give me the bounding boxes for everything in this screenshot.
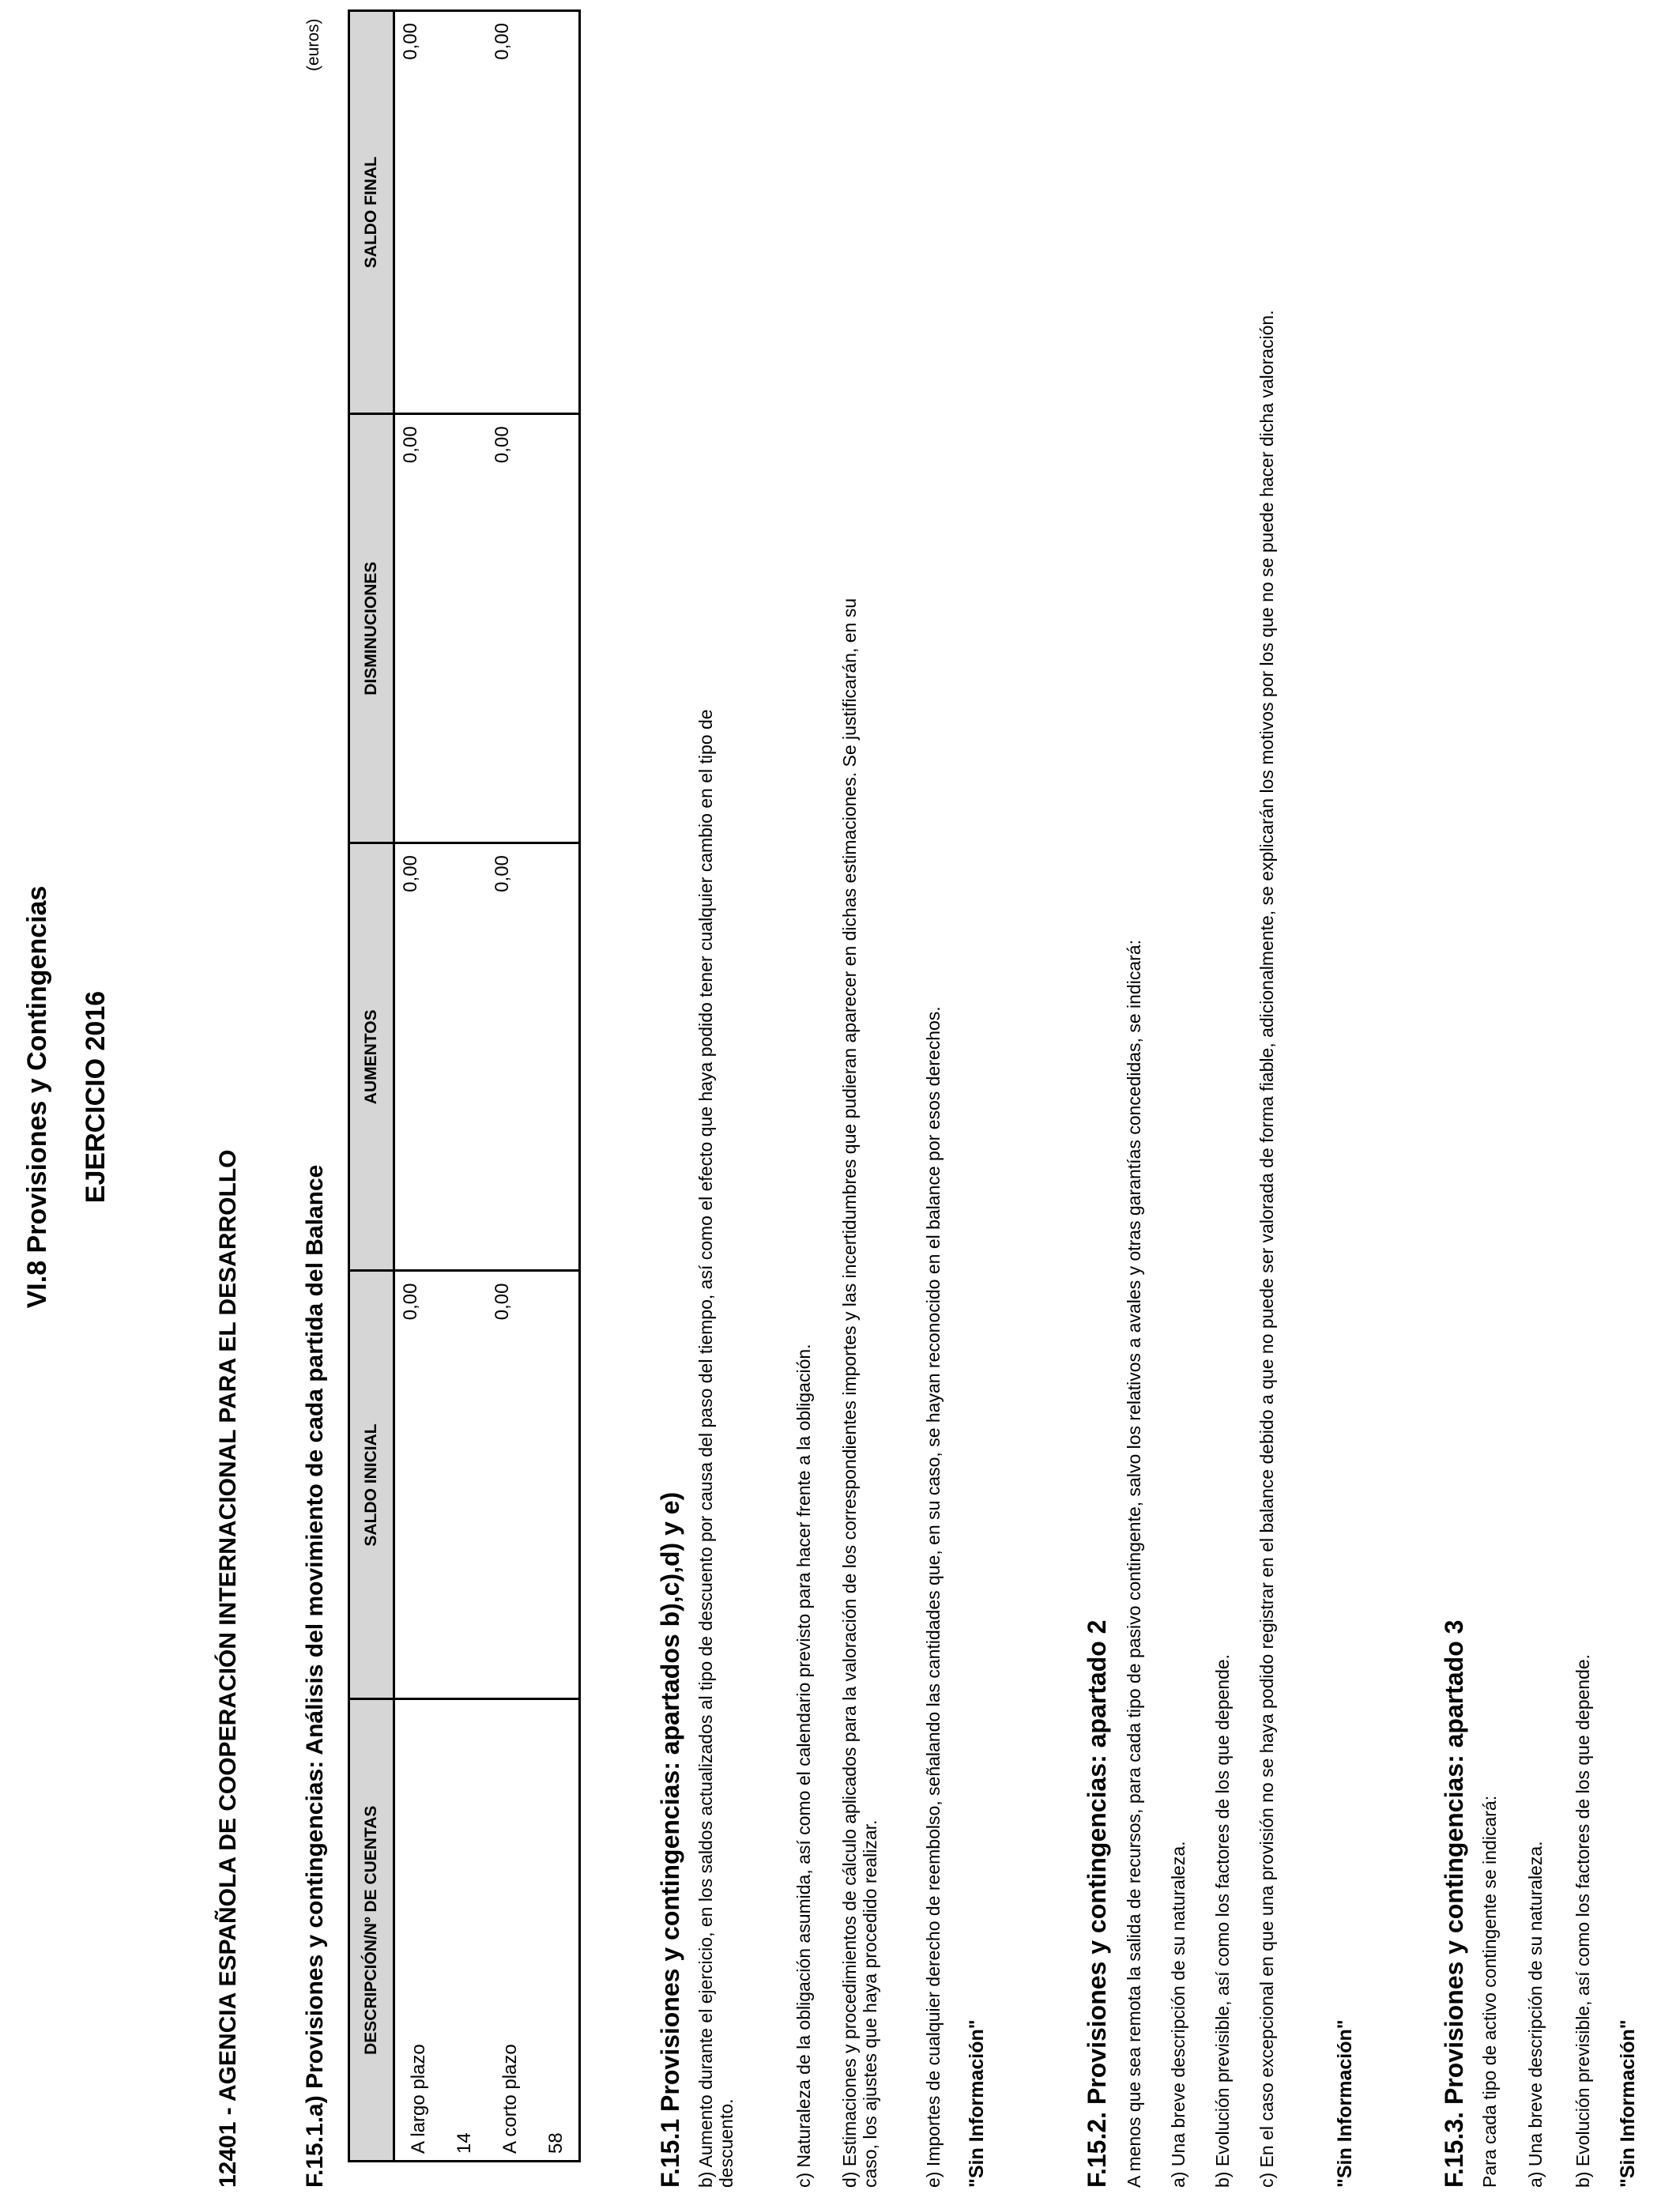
section-f151-title: F.15.1 Provisiones y contingencias: apartados b),c),d) y e) [656,1491,684,2188]
cell-saldo-final: 0,00 [487,11,580,414]
section-f1511-title: F.15.1.a) Provisiones y contingencias: Análisis del movimiento de cada partida del Balance [302,1164,328,2188]
table-header-row [349,11,394,2162]
cell-aumentos: 0,00 [487,843,580,1271]
cell-aumentos: 0,00 [394,843,488,1271]
col-header-saldo-inicial: SALDO INICIAL [349,1271,394,1699]
row-description: A corto plazo [499,2044,521,2154]
f152-sin-informacion: "Sin Información" [1334,2019,1356,2188]
section-f152-title: F.15.2. Provisiones y contingencias: apartado 2 [1083,1619,1111,2188]
entity-heading: 12401 - AGENCIA ESPAÑOLA DE COOPERACIÓN INTERNACIONAL PARA EL DESARROLLO [215,1149,241,2188]
f151-paragraph-c: c) Naturaleza de la obligación asumida, así como el calendario previsto para hacer frente a la obligación. [793,1344,814,2188]
table-row [394,11,443,2162]
cell-disminuciones: 0,00 [487,414,580,843]
col-header-saldo-final: SALDO FINAL [349,11,394,414]
f152-paragraph-c: c) En el caso excepcional en que una provisión no se haya podido registrar en el balance debido a que no puede ser valorada de forma fiable, adicionalmente, se explicarán los motivos por los que no se puede hacer dicha valoración. [1256,310,1277,2188]
col-header-aumentos: AUMENTOS [349,843,394,1271]
f151-sin-informacion: "Sin Información" [966,2019,988,2188]
cell-saldo-final: 0,00 [394,11,488,414]
row-account-number: 14 [454,2132,475,2154]
cell-saldo-inicial: 0,00 [394,1271,488,1699]
f152-paragraph-a: a) Una breve descripción de su naturaleza. [1168,1841,1188,2188]
provisions-table [348,9,581,2162]
f151-paragraph-d: d) Estimaciones y procedimientos de cálculo aplicados para la valoración de los correspondientes importes y las incertidumbres que pudieran aparecer en dichas estimaciones. Se justificarán, en su caso, los ajustes que haya procedido realizar. [839,598,880,2188]
f153-sin-informacion: "Sin Información" [1617,2019,1639,2188]
f152-intro: A menos que sea remota la salida de recursos, para cada tipo de pasivo contingente, salvo los relativos a avales y otras garantías concedidas, se indicará: [1124,940,1144,2188]
unit-label: (euros) [304,18,322,71]
row-account-number: 58 [545,2132,567,2154]
col-header-disminuciones: DISMINUCIONES [349,414,394,843]
cell-saldo-inicial: 0,00 [487,1271,580,1699]
f151-paragraph-e: e) Importes de cualquier derecho de reembolso, señalando las cantidades que, en su caso, se hayan reconocido en el balance por esos derechos. [923,1006,944,2188]
f152-paragraph-b: b) Evolución previsible, así como los factores de los que depende. [1212,1653,1233,2188]
table-row [487,11,534,2162]
cell-disminuciones: 0,00 [394,414,488,843]
f153-intro: Para cada tipo de activo contingente se indicará: [1479,1795,1500,2188]
f151-paragraph-b: b) Aumento durante el ejercicio, en los saldos actualizados al tipo de descuento por causa del paso del tiempo, así como el efecto que haya podido tener cualquier cambio en el tipo de descuento. [695,709,736,2188]
page-title: VI.8 Provisiones y Contingencias [22,885,52,1309]
col-header-description: DESCRIPCIÓN/Nº DE CUENTAS [349,1699,394,2162]
section-f153-title: F.15.3. Provisiones y contingencias: apartado 3 [1440,1619,1468,2188]
f153-paragraph-b: b) Evolución previsible, así como los factores de los que depende. [1573,1653,1593,2188]
page-subtitle: EJERCICIO 2016 [81,990,111,1204]
row-description: A largo plazo [408,2044,429,2154]
f153-paragraph-a: a) Una breve descripción de su naturaleza. [1525,1841,1546,2188]
